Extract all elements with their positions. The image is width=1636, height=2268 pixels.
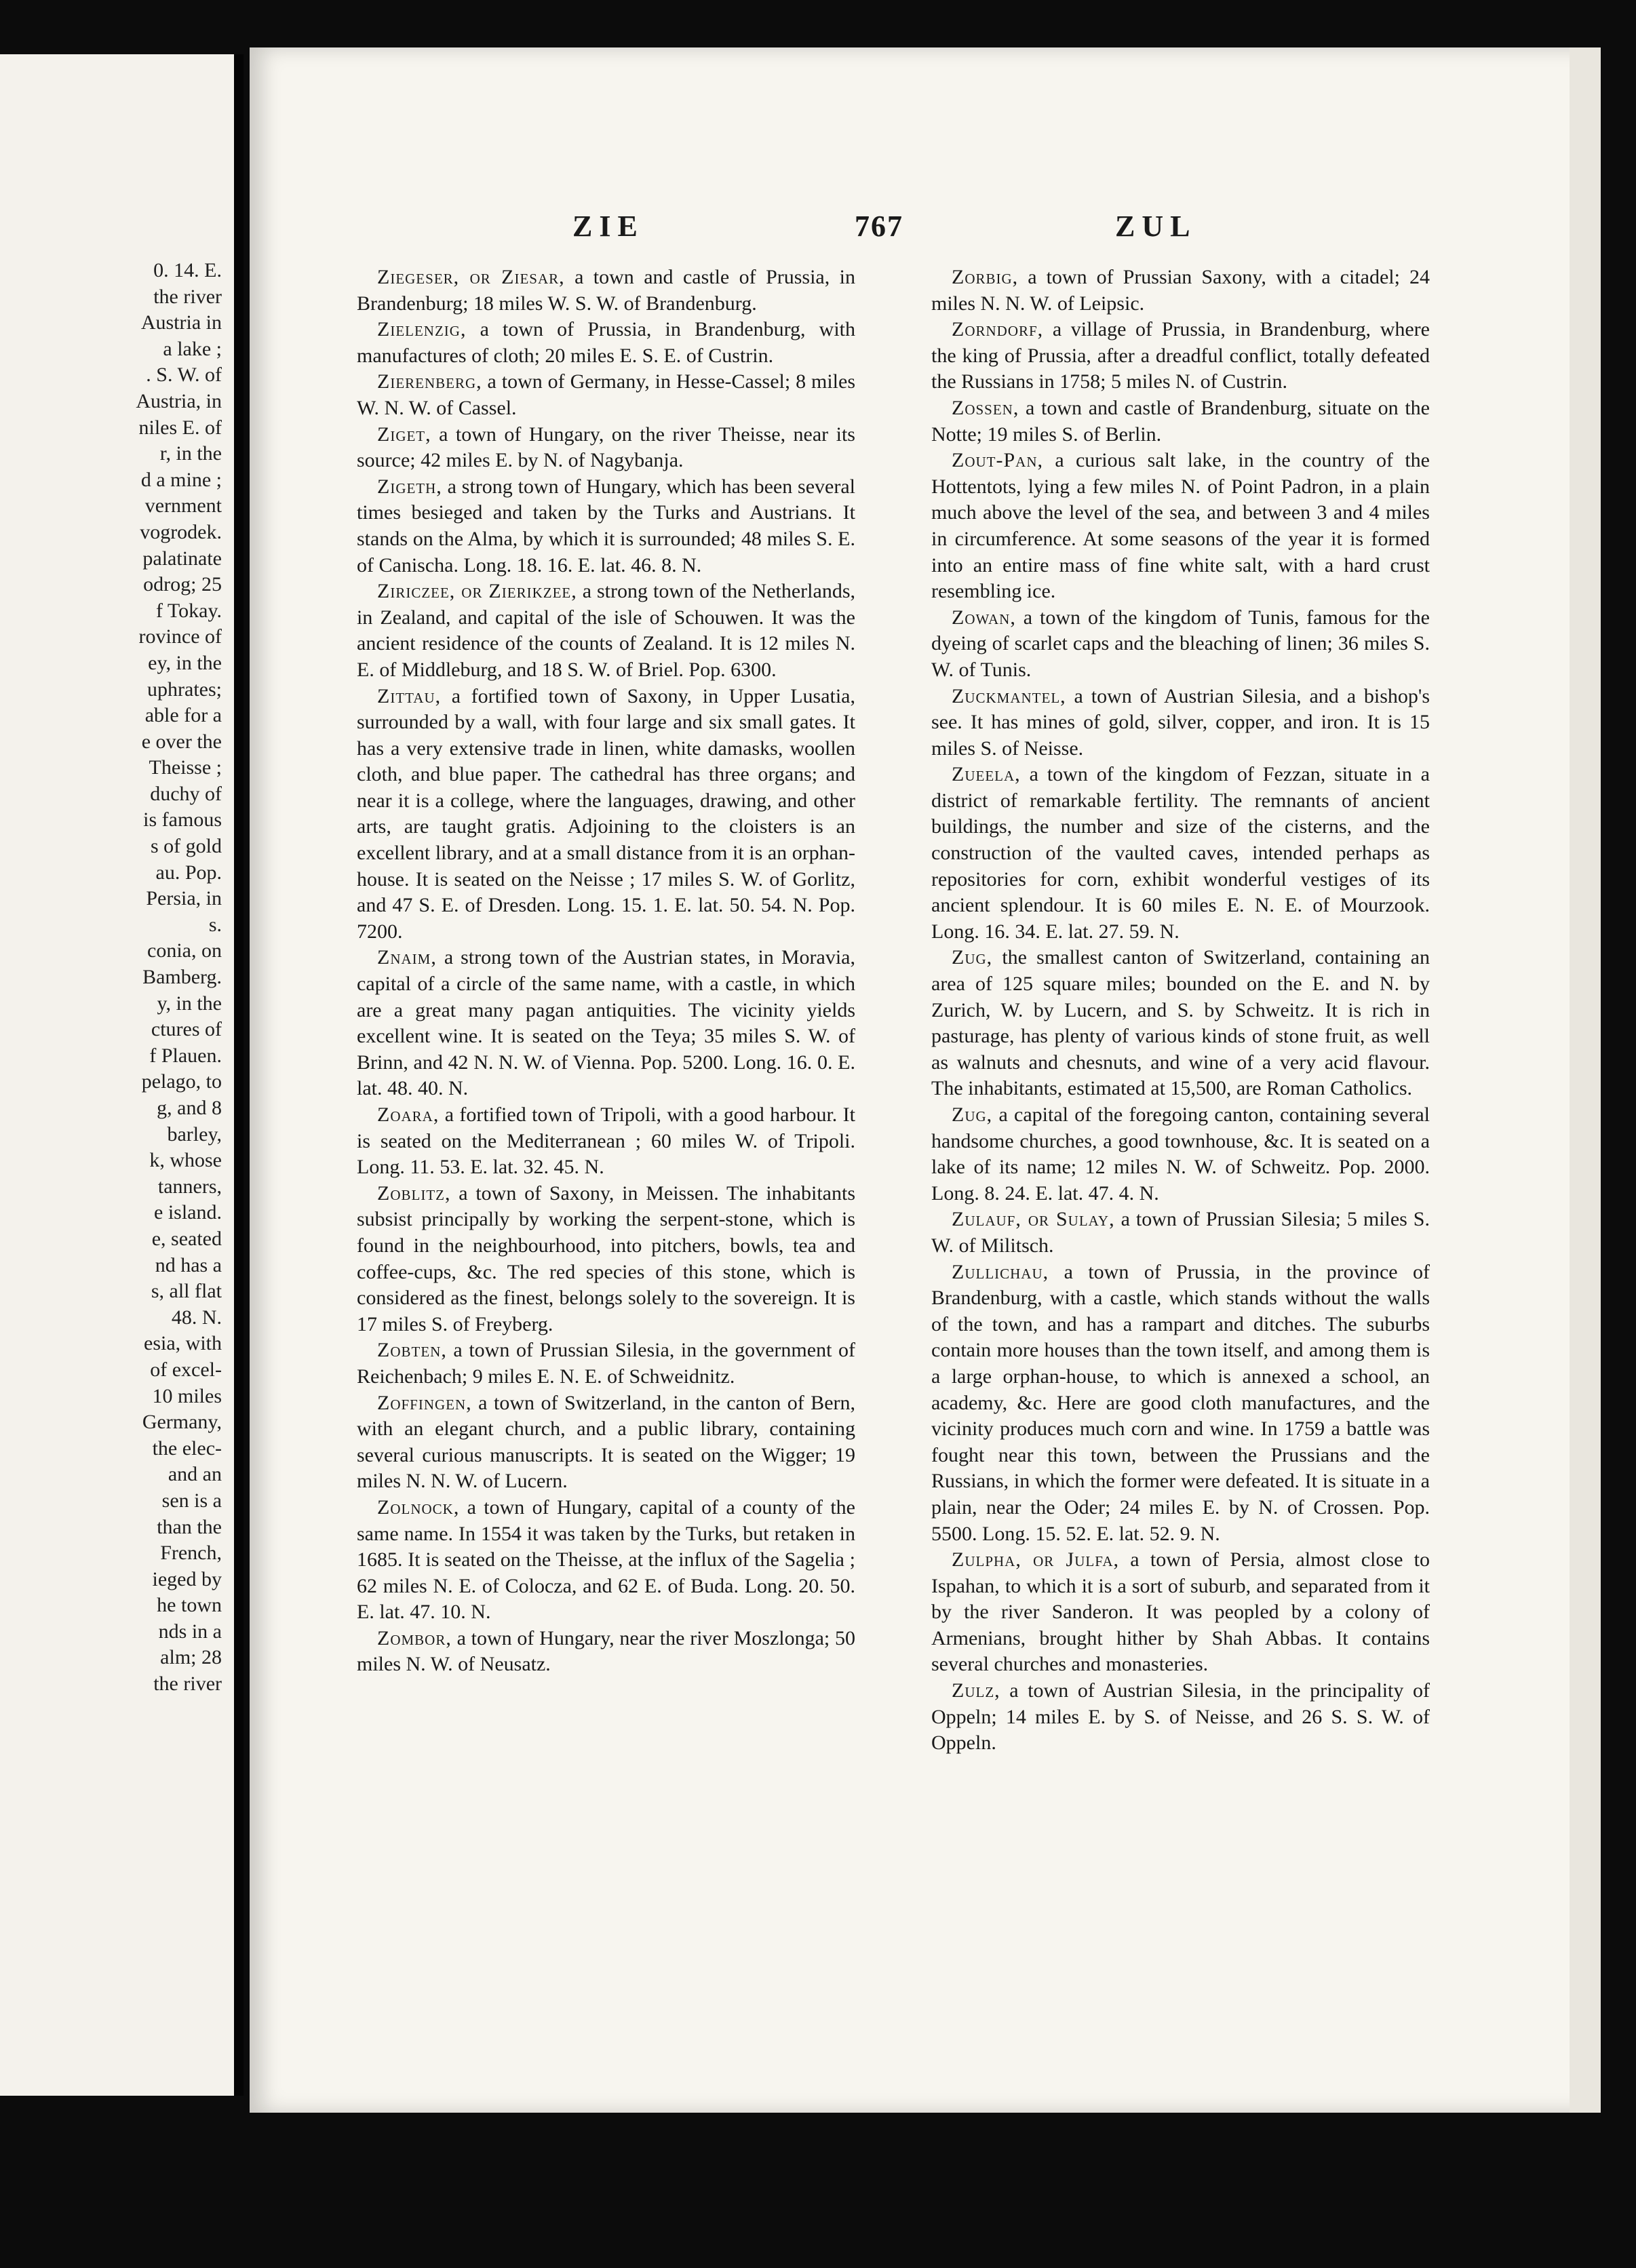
fragment-line: e, seated bbox=[151, 1227, 222, 1250]
fragment-line: g, and 8 bbox=[157, 1097, 222, 1119]
fragment-line: Theisse ; bbox=[149, 756, 222, 779]
gazetteer-entry bbox=[357, 1390, 855, 1495]
entry-headword: Zierenberg, bbox=[377, 370, 482, 393]
entry-headword: Zorbig, bbox=[952, 266, 1019, 288]
gazetteer-entry bbox=[931, 1678, 1430, 1757]
entry-description: a town of Hungary, on the river Theisse, near its source; 42 miles E. by N. of Nagybanja. bbox=[357, 423, 855, 472]
entry-description: a town of Hungary, capital of a county of the same name. In 1554 it was taken by the Turks, but retaken in 1685. It is seated on the Theisse, at the influx of the Sagelia ; 62 miles N. E. of Colocza, and 62 E. of Buda. Long. 20. 50. E. lat. 47. 10. N. bbox=[357, 1495, 855, 1624]
facing-page-text-fragments bbox=[0, 258, 222, 1698]
entry-description: a town of Prussian Silesia; 5 miles S. W. of Militsch. bbox=[931, 1208, 1430, 1257]
entry-headword: Zulpha, or Julfa, bbox=[952, 1548, 1119, 1571]
fragment-line: s of gold bbox=[151, 835, 222, 858]
entry-description: a town of Prussia, in Brandenburg, with manufactures of cloth; 20 miles E. S. E. of Custrin. bbox=[357, 318, 855, 367]
fragment-line: esia, with bbox=[144, 1332, 222, 1355]
fragment-line: Austria, in bbox=[136, 389, 222, 412]
left-guide-word: ZIE bbox=[572, 210, 644, 243]
fragment-line: French, bbox=[160, 1542, 222, 1565]
entry-description: a town of Prussia, in the province of Brandenburg, with a castle, which stands without the walls of the town, and has a rampart and ditches. The suburbs contain more houses than the town itself, and among them is a large orphan-house, to which is annexed a school, an academy, &c. Here are good cloth manufactures, and the vicinity produces much corn and wine. In 1759 a battle was fought near this town, between the Prussians and the Russians, in which the former were defeated. It is situate in a plain, near the Oder; 24 miles E. by N. of Crossen. Pop. 5500. Long. 15. 52. E. lat. 52. 9. N. bbox=[931, 1260, 1430, 1545]
gazetteer-entry bbox=[357, 369, 855, 421]
entry-headword: Zielenzig, bbox=[377, 318, 467, 341]
entry-description: a village of Prussia, in Brandenburg, where the king of Prussia, after a dreadful conflict, totally defeated the Russians in 1758; 5 miles N. of Custrin. bbox=[931, 318, 1430, 393]
fragment-line: of excel- bbox=[150, 1358, 222, 1381]
gazetteer-entry bbox=[931, 395, 1430, 448]
gazetteer-entry bbox=[357, 684, 855, 945]
book-page bbox=[250, 47, 1601, 2113]
entry-description: a town of Saxony, in Meissen. The inhabitants subsist principally by working the serpent-stone, which is found in the neighbourhood, into pitchers, bowls, tea and coffee-cups, &c. The red species of this stone, which is considered as the finest, belongs solely to the sovereign. It is 17 miles S. of Freyberg. bbox=[357, 1181, 855, 1335]
entry-headword: Zulz, bbox=[952, 1679, 1000, 1702]
entry-headword: Zigeth, bbox=[377, 475, 442, 498]
running-header bbox=[250, 209, 1601, 250]
entry-headword: Zobten, bbox=[377, 1339, 447, 1362]
fragment-line: nd has a bbox=[155, 1253, 222, 1276]
gazetteer-entry bbox=[931, 945, 1430, 1102]
entry-description: a town and castle of Brandenburg, situate on the Notte; 19 miles S. of Berlin. bbox=[931, 396, 1430, 446]
entry-headword: Zullichau, bbox=[952, 1260, 1049, 1283]
gazetteer-entry bbox=[357, 1626, 855, 1678]
entry-headword: Zoffingen, bbox=[377, 1391, 472, 1414]
fragment-line: s, all flat bbox=[151, 1280, 222, 1303]
fragment-line: niles E. of bbox=[138, 416, 222, 439]
entry-description: a town of Switzerland, in the canton of Bern, with an elegant church, and a public library, containing several curious manuscripts. It is seated on the Wigger; 19 miles N. N. W. of Lucern. bbox=[357, 1391, 855, 1493]
fragment-line: f Plauen. bbox=[149, 1044, 222, 1067]
fragment-line: d a mine ; bbox=[140, 468, 222, 491]
right-guide-word: ZUL bbox=[1115, 210, 1197, 243]
fragment-line: Austria in bbox=[140, 311, 222, 334]
gazetteer-entry bbox=[931, 1259, 1430, 1548]
gazetteer-entry bbox=[357, 265, 855, 317]
entry-description: a capital of the foregoing canton, containing several handsome churches, a good townhouse, &c. It is seated on a lake of its name; 12 miles N. W. of Schweitz. Pop. 2000. Long. 8. 24. E. lat. 47. 4. N. bbox=[931, 1103, 1430, 1205]
fragment-line: able for a bbox=[144, 704, 222, 727]
fragment-line: . S. W. of bbox=[146, 364, 222, 387]
gazetteer-entry bbox=[357, 422, 855, 474]
entry-headword: Zorndorf, bbox=[952, 318, 1044, 341]
right-column bbox=[931, 265, 1430, 1757]
gutter bbox=[234, 54, 244, 2096]
entry-headword: Zout-Pan, bbox=[952, 449, 1043, 472]
entry-headword: Zueela, bbox=[952, 763, 1021, 786]
fragment-line: r, in the bbox=[159, 442, 222, 465]
entry-headword: Zug, bbox=[952, 1103, 993, 1126]
entry-description: the smallest canton of Switzerland, containing an area of 125 square miles; bounded on the E. and N. by Zurich, W. by Lucern, and S. by Schweitz. It is rich in pasturage, has plenty of various kinds of stone fruit, as well as walnuts and chesnuts, and wine of a very acid flavour. The inhabitants, estimated at 15,500, are Roman Catholics. bbox=[931, 946, 1430, 1100]
fragment-line: e island. bbox=[154, 1201, 222, 1224]
gazetteer-entry bbox=[357, 945, 855, 1102]
fragment-line: 48. N. bbox=[171, 1306, 222, 1329]
gazetteer-entry bbox=[357, 1102, 855, 1181]
fragment-line: Germany, bbox=[142, 1411, 222, 1434]
entry-headword: Zowan, bbox=[952, 606, 1016, 629]
left-column bbox=[357, 265, 855, 1678]
fragment-line: k, whose bbox=[149, 1149, 222, 1172]
gazetteer-entry bbox=[931, 317, 1430, 395]
fragment-line: alm; 28 bbox=[160, 1646, 222, 1669]
entry-description: a town of Austrian Silesia, in the principality of Oppeln; 14 miles E. by S. of Neisse, and 26 S. S. W. of Oppeln. bbox=[931, 1679, 1430, 1755]
facing-page bbox=[0, 54, 234, 2096]
fragment-line: conia, on bbox=[147, 939, 222, 962]
fragment-line: tanners, bbox=[157, 1175, 222, 1198]
entry-description: a strong town of the Netherlands, in Zealand, and capital of the isle of Schouwen. It was the ancient residence of the counts of Zealand. It is 12 miles N. E. of Middleburg, and 18 S. W. of Briel. Pop. 6300. bbox=[357, 580, 855, 681]
entry-description: a strong town of the Austrian states, in Moravia, capital of a circle of the same name, with a castle, in which are a great many pagan antiquities. The vicinity yields excellent wine. It is seated on the Teya; 35 miles S. W. of Brinn, and 42 N. N. W. of Vienna. Pop. 5200. Long. 16. 0. E. lat. 48. 40. N. bbox=[357, 946, 855, 1100]
fragment-line: Persia, in bbox=[146, 887, 222, 910]
fragment-line: he town bbox=[157, 1594, 222, 1617]
entry-headword: Zulauf, or Sulay, bbox=[952, 1208, 1115, 1231]
entry-headword: Zug, bbox=[952, 946, 993, 969]
entry-headword: Ziriczee, or Zierikzee, bbox=[377, 580, 577, 603]
page-number: 767 bbox=[855, 210, 903, 243]
entry-headword: Znaim, bbox=[377, 946, 437, 969]
gazetteer-entry bbox=[357, 474, 855, 579]
gazetteer-entry bbox=[357, 1181, 855, 1338]
entry-headword: Zombor, bbox=[377, 1626, 452, 1649]
fragment-line: ey, in the bbox=[148, 651, 222, 674]
entry-headword: Zuckmantel, bbox=[952, 684, 1066, 707]
gazetteer-entry bbox=[931, 1207, 1430, 1259]
entry-description: a town of Persia, almost close to Ispahan, to which it is a sort of suburb, and separated from it by the river Sanderon. It was peopled by a colony of Armenians, brought hither by Shah Abbas. It contains several churches and monasteries. bbox=[931, 1548, 1430, 1676]
entry-description: a town of Prussian Saxony, with a citadel; 24 miles N. N. W. of Leipsic. bbox=[931, 266, 1430, 315]
fragment-line: palatinate bbox=[142, 547, 222, 570]
entry-headword: Ziget, bbox=[377, 423, 431, 446]
entry-description: a town of Hungary, near the river Moszlonga; 50 miles N. W. of Neusatz. bbox=[357, 1626, 855, 1676]
fragment-line: than the bbox=[157, 1515, 222, 1538]
fragment-line: 10 miles bbox=[152, 1384, 222, 1407]
gazetteer-entry bbox=[357, 579, 855, 683]
gazetteer-entry bbox=[931, 1547, 1430, 1678]
fragment-line: a lake ; bbox=[163, 337, 222, 360]
entry-headword: Zoara, bbox=[377, 1103, 440, 1126]
fragment-line: y, in the bbox=[157, 992, 222, 1015]
entry-description: a curious salt lake, in the country of the Hottentots, lying a few miles N. of Point Padron, in a plain much above the level of the sea, and between 3 and 4 miles in circumference. At some seasons of the year it is formed into an entire mass of fine white salt, with a hard crust resembling ice. bbox=[931, 449, 1430, 603]
fragment-line: e over the bbox=[141, 730, 222, 753]
fragment-line: is famous bbox=[143, 808, 222, 832]
entry-description: a town of Austrian Silesia, and a bishop's see. It has mines of gold, silver, copper, and iron. It is 15 miles S. of Neisse. bbox=[931, 684, 1430, 760]
entry-headword: Zolnock, bbox=[377, 1495, 460, 1519]
fragment-line: vogrodek. bbox=[140, 520, 222, 543]
fragment-line: au. Pop. bbox=[155, 861, 222, 884]
gazetteer-entry bbox=[931, 1102, 1430, 1207]
fragment-line: odrog; 25 bbox=[143, 573, 222, 596]
entry-description: a fortified town of Tripoli, with a good harbour. It is seated on the Mediterranean ; 60 miles W. of Tripoli. Long. 11. 53. E. lat. 32. 45. N. bbox=[357, 1103, 855, 1179]
entry-description: a town of the kingdom of Tunis, famous for the dyeing of scarlet caps and the bleaching of linen; 36 miles S. W. of Tunis. bbox=[931, 606, 1430, 681]
gazetteer-entry bbox=[931, 684, 1430, 762]
fragment-line: sen is a bbox=[161, 1489, 222, 1512]
gazetteer-entry bbox=[931, 265, 1430, 317]
fragment-line: the river bbox=[153, 285, 222, 308]
fragment-line: nds in a bbox=[158, 1620, 222, 1643]
fragment-line: the river bbox=[153, 1673, 222, 1696]
fragment-line: pelago, to bbox=[141, 1070, 222, 1093]
fragment-line: ieged by bbox=[152, 1567, 222, 1590]
gazetteer-entry bbox=[931, 762, 1430, 945]
fragment-line: f Tokay. bbox=[155, 599, 222, 622]
gazetteer-entry bbox=[357, 1495, 855, 1626]
entry-headword: Ziegeser, or Ziesar, bbox=[377, 266, 565, 288]
gazetteer-entry bbox=[357, 317, 855, 369]
fragment-line: duchy of bbox=[150, 782, 222, 805]
fragment-line: Bamberg. bbox=[142, 966, 222, 989]
entry-headword: Zittau, bbox=[377, 684, 442, 707]
entry-headword: Zossen, bbox=[952, 396, 1019, 419]
fragment-line: barley, bbox=[167, 1122, 222, 1146]
entry-description: a town of the kingdom of Fezzan, situate in a district of remarkable fertility. The remnants of ancient buildings, the number and size of the cisterns, and the construction of the vaulted caves, intended perhaps as repositories for corn, exhibit wonderful vestiges of its ancient splendour. It is 60 miles E. N. E. of Mourzook. Long. 16. 34. E. lat. 27. 59. N. bbox=[931, 763, 1430, 943]
entry-headword: Zoblitz, bbox=[377, 1181, 451, 1205]
entry-description: a town of Germany, in Hesse-Cassel; 8 miles W. N. W. of Cassel. bbox=[357, 370, 855, 419]
gazetteer-entry bbox=[931, 605, 1430, 684]
fragment-line: s. bbox=[208, 913, 222, 936]
fragment-line: and an bbox=[168, 1463, 222, 1486]
fragment-line: the elec- bbox=[152, 1436, 222, 1460]
page-edge bbox=[1570, 47, 1601, 2113]
fragment-line: rovince of bbox=[138, 625, 222, 648]
entry-description: a fortified town of Saxony, in Upper Lusatia, surrounded by a wall, with four large and six small gates. It has a very extensive trade in linen, white damasks, woollen cloth, and blue paper. The cathedral has three organs; and near it is a college, where the languages, drawing, and other arts, are taught gratis. Adjoining to the cloisters is an excellent library, and at a small distance from it is an orphan-house. It is seated on the Neisse ; 17 miles S. W. of Gorlitz, and 47 S. E. of Dresden. Long. 15. 1. E. lat. 50. 54. N. Pop. 7200. bbox=[357, 684, 855, 943]
gazetteer-entry bbox=[931, 448, 1430, 605]
fragment-line: vernment bbox=[144, 494, 222, 517]
entry-description: a town of Prussian Silesia, in the government of Reichenbach; 9 miles E. N. E. of Schweidnitz. bbox=[357, 1339, 855, 1388]
fragment-line: 0. 14. E. bbox=[153, 259, 222, 281]
fragment-line: uphrates; bbox=[147, 678, 222, 701]
entry-description: a strong town of Hungary, which has been several times besieged and taken by the Turks and Austrians. It stands on the Alma, by which it is surrounded; 48 miles S. E. of Canischa. Long. 18. 16. E. lat. 46. 8. N. bbox=[357, 475, 855, 576]
entry-description: a town and castle of Prussia, in Brandenburg; 18 miles W. S. W. of Brandenburg. bbox=[357, 266, 855, 315]
fragment-line: ctures of bbox=[151, 1018, 222, 1041]
gazetteer-entry bbox=[357, 1337, 855, 1390]
